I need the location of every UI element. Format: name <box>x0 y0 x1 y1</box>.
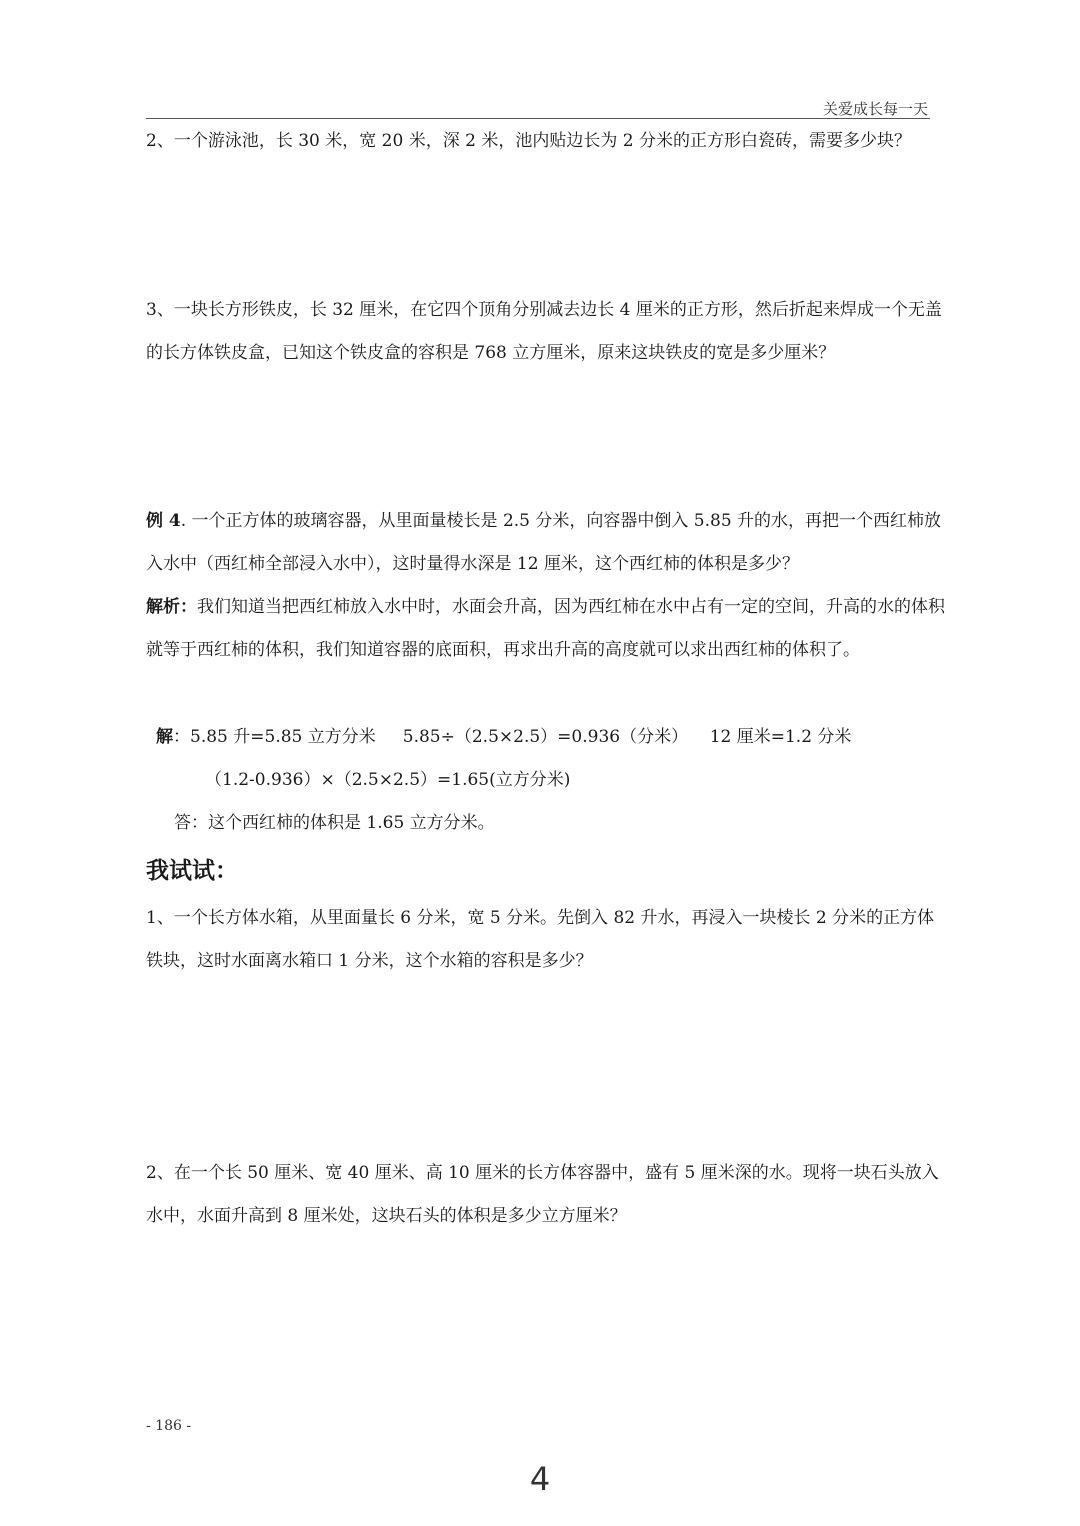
question-2: 2、一个游泳池，长 30 米，宽 20 米，深 2 米，池内贴边长为 2 分米的正方形白瓷砖，需要多少块？ <box>146 131 911 151</box>
header-title: 关爱成长每一天 <box>822 100 928 118</box>
example-4 <box>146 500 946 586</box>
solution-label: 解 <box>156 727 173 747</box>
try-question-2: 2、在一个长 50 厘米、宽 40 厘米、高 10 厘米的长方体容器中，盛有 5 厘米深的水。现将一块石头放入水中，水面升高到 8 厘米处，这块石头的体积是多少立方厘米？ <box>146 1163 939 1226</box>
try-question-1: 1、一个长方体水箱，从里面量长 6 分米，宽 5 分米。先倒入 82 升水，再浸入一块棱长 2 分米的正方体铁块，这时水面离水箱口 1 分米，这个水箱的容积是多少？ <box>146 908 935 971</box>
try-section-title: 我试试： <box>146 858 238 884</box>
analysis-label: 解析： <box>146 597 197 617</box>
analysis <box>146 586 946 672</box>
example-4-text: . 一个正方体的玻璃容器，从里面量棱长是 2.5 分米，向容器中倒入 5.85 升的水，再把一个西红柿放入水中（西红柿全部浸入水中），这时量得水深是 12 厘米，这个西红柿的体积是多少？ <box>146 511 942 574</box>
analysis-text: 我们知道当把西红柿放入水中时，水面会升高，因为西红柿在水中占有一定的空间，升高的水的体积就等于西红柿的体积，我们知道容器的底面积，再求出升高的高度就可以求出西红柿的体积了。 <box>146 597 945 660</box>
solution-line-2: （1.2-0.936）×（2.5×2.5）=1.65(立方分米) <box>205 770 571 790</box>
example-4-label: 例 4 <box>146 511 181 531</box>
answer: 答：这个西红柿的体积是 1.65 立方分米。 <box>174 813 495 833</box>
solution-line-1 <box>156 722 851 747</box>
page-overlay-number: 4 <box>529 1460 551 1498</box>
solution-line-1-text: ：5.85 升=5.85 立方分米 5.85÷（2.5×2.5）=0.936（分米） 12 厘米=1.2 分米 <box>173 727 852 747</box>
page-number: - 186 - <box>146 1418 192 1434</box>
question-3: 3、一块长方形铁皮，长 32 厘米，在它四个顶角分别减去边长 4 厘米的正方形，然后折起来焊成一个无盖的长方体铁皮盒，已知这个铁皮盒的容积是 768 立方厘米，原来这块铁皮的宽是多少厘米？ <box>146 300 942 363</box>
header-divider <box>146 118 930 119</box>
